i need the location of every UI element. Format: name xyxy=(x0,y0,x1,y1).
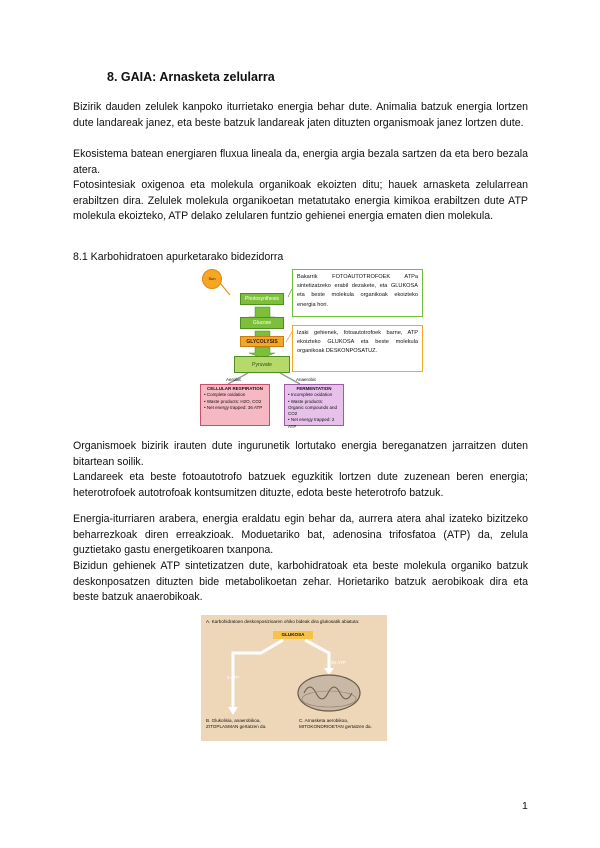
paragraph-atp-synthesis: Bizidun gehienek ATP sintetizatzen dute, karbohidratoak eta beste molekula organiko batzuk deskonposatzen dituzten bide metabolikoetan zehar. Horietariko batzuk aerobikoak dira eta beste batzuk anaerobikoak. xyxy=(73,560,528,604)
note-decomposition: Izaki gehienek, fotoautotrofoek barne, ATP ekoizteko GLUKOSA eta beste molekula organikoak DESKONPOSATUZ. xyxy=(292,325,423,372)
figure2-caption-a: A. Karbohidratoen deskonposizioaren ohiko bideak dira glukosatik abiatuta: xyxy=(206,619,360,624)
paragraph-autotrophs: Landareek eta beste fotoautotrofo batzuek eguzkitik lortzen dute zuzenean beren energia; heterotrofoek autotrofoak kontsumitzen dituzte, edota beste heterotrofo batzuk. xyxy=(73,471,528,499)
cellular-respiration-box xyxy=(200,384,270,426)
glucose-label: GLUKOSA xyxy=(273,631,313,639)
figure2-caption-b: B. Glukolisia, anaerobikoa, ZITOPLASMAN gertatzen da. xyxy=(206,718,267,729)
sun-icon: Sun xyxy=(202,269,222,289)
glucose-box: Glucose xyxy=(240,317,284,329)
paragraph-survival: Organismoek bizirik irauten dute ingurunetik lortutako energia bereganatzen jarraitzen duten bitartean soilik. xyxy=(73,440,528,468)
pyruvate-box: Pyruvate xyxy=(234,356,290,373)
figure2-caption-c: C. Arnasketa aerobikoa, MITOKONDRIOETAN gertatzen da. xyxy=(299,718,372,729)
aerobic-label: Aerobic xyxy=(226,377,242,382)
atp-left-label: 2 ATP xyxy=(227,675,240,680)
note-photoautotrophs: Bakarrik FOTOAUTOTROFOEK ATPa sintetizatzeko erabil dezakete, eta GLUKOSA eta beste molekula organikoak ekoizteko energia hori. xyxy=(292,269,423,317)
paragraph-intro: Bizirik dauden zelulek kanpoko iturrietako energia behar dute. Animalia batzuk energia lortzen dute landareak janez, eta beste batzuk landareak jaten dituzten organismoak janez lortzen dute. xyxy=(73,101,528,129)
photosynthesis-box: Photosynthesis xyxy=(240,293,284,305)
paragraph-photosynthesis: Fotosintesiak oxigenoa eta molekula organikoak ekoizten ditu; hauek arnasketa zelularrean erabiltzen dira. Zelulek molekula organikoetan metatutako energia kimikoa erabiltzen dute ATP molekula ekoizteko, ATP delako zelularen funtzio gehienei energia ematen dien molekula. xyxy=(73,179,528,223)
fermentation-item: • Net energy trapped: 2 ATP xyxy=(288,417,335,429)
page-title: 8. GAIA: Arnasketa zelularra xyxy=(107,70,275,84)
pathway-diagram xyxy=(200,267,425,432)
glucose-breakdown-figure xyxy=(201,615,387,741)
paragraph-energy-source: Energia-iturriaren arabera, energia eraldatu egin behar da, aurrera atera ahal izateko bizitzeko beharrezkoak diren erreakzioak. Moduetariko bat, adenosina trifosfatoa (ATP) da, zelula guztietako gastu energetikoaren txanpona. xyxy=(73,513,528,557)
fermentation-item: • Incomplete oxidation xyxy=(288,392,333,398)
respiration-item: • Complete oxidation xyxy=(204,392,246,398)
anaerobic-label: Anaerobic xyxy=(296,377,317,382)
paragraph-ecosystem: Ekosistema batean energiaren fluxua lineala da, energia argia bezala sartzen da eta bero bezala atera. xyxy=(73,148,528,176)
page-number: 1 xyxy=(522,800,528,812)
section-heading: 8.1 Karbohidratoen apurketarako bidezidorra xyxy=(73,251,284,263)
fermentation-item: • Waste products: Organic compounds and CO2 xyxy=(288,398,338,417)
respiration-title: CELLULAR RESPIRATION xyxy=(207,386,263,391)
respiration-item: • Net energy trapped: 36 ATP xyxy=(204,404,263,410)
fermentation-box xyxy=(284,384,344,429)
atp-right-label: 36 ATP xyxy=(331,660,346,665)
mitochondrion-icon xyxy=(298,675,360,711)
glycolysis-box: GLYCOLYSIS xyxy=(240,336,284,347)
fermentation-title: FERMENTATION xyxy=(296,386,332,391)
respiration-item: • Waste products: H2O, CO2 xyxy=(204,398,262,404)
